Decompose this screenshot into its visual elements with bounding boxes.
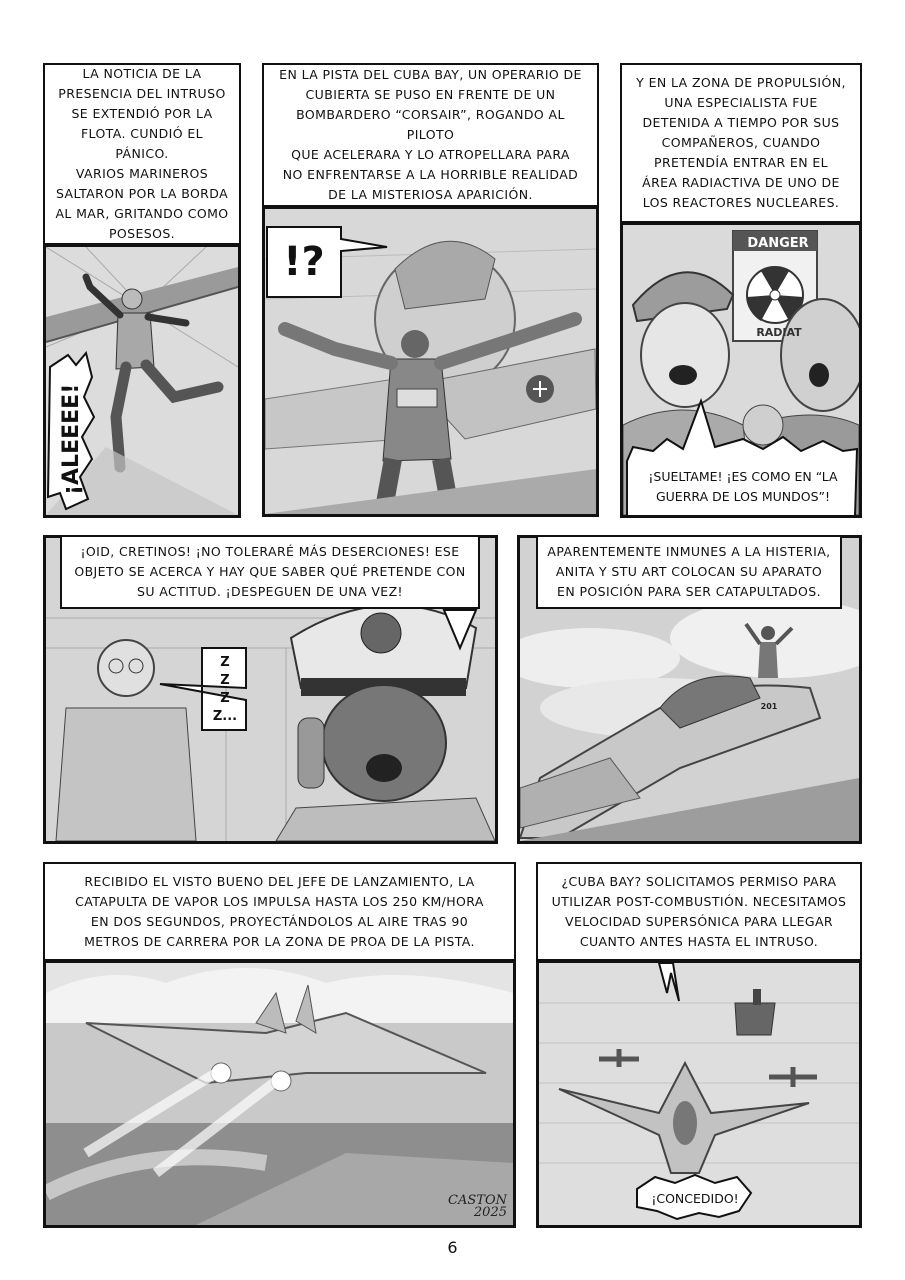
speech-bubble-p3: ¡SUELTAME! ¡ES COMO EN “LA GUERRA DE LOS MUNDOS”! bbox=[648, 469, 838, 504]
caption-p6: RECIBIDO EL VISTO BUENO DEL JEFE DE LANZAMIENTO, LA CATAPULTA DE VAPOR LOS IMPULSA HASTA LOS 250 KM/HORA EN DOS SEGUNDOS, PROYECTÁNDOLOS AL AIRE TRAS 90 METROS DE CARRERA POR LA ZONA DE PROA DE LA PISTA. bbox=[43, 862, 516, 961]
caption-p1: LA NOTICIA DE LA PRESENCIA DEL INTRUSO SE EXTENDIÓ POR LA FLOTA. CUNDIÓ EL PÁNICO. VARIOS MARINEROS SALTARON POR LA BORDA AL MAR, GRITANDO COMO POSESOS. bbox=[43, 63, 241, 245]
caption-p7: ¿CUBA BAY? SOLICITAMOS PERMISO PARA UTILIZAR POST-COMBUSTIÓN. NECESITAMOS VELOCIDAD SUPERSÓNICA PARA LLEGAR CUANTO ANTES HASTA EL INTRUSO. bbox=[536, 862, 862, 961]
artist-signature bbox=[448, 1195, 507, 1219]
speech-bubble-p2: !? bbox=[283, 239, 325, 285]
panel-2 bbox=[262, 206, 599, 517]
caption-p4: ¡OID, CRETINOS! ¡NO TOLERARÉ MÁS DESERCIONES! ESE OBJETO SE ACERCA Y HAY QUE SABER QUÉ PRETENDE CON SU ACTITUD. ¡DESPEGUEN DE UNA VEZ! bbox=[60, 535, 480, 609]
sfx-aleeee: ¡ALEEEE! bbox=[59, 383, 84, 495]
panel-7 bbox=[536, 960, 862, 1228]
signature-year: 2025 bbox=[473, 1205, 507, 1220]
caption-p3: Y EN LA ZONA DE PROPULSIÓN, UNA ESPECIALISTA FUE DETENIDA A TIEMPO POR SUS COMPAÑEROS, CUANDO PRETENDÍA ENTRAR EN EL ÁREA RADIACTIVA DE UNO DE LOS REACTORES NUCLEARES. bbox=[620, 63, 862, 223]
caption-p2: EN LA PISTA DEL CUBA BAY, UN OPERARIO DE CUBIERTA SE PUSO EN FRENTE DE UN BOMBARDERO “CORSAIR”, ROGANDO AL PILOTO QUE ACELERARA Y LO ATROPELLARA PARA NO ENFRENTARSE A LA HORRIBLE REALIDAD DE LA MISTERIOSA APARICIÓN. bbox=[262, 63, 599, 207]
radiation-sign-text: RADIAT bbox=[756, 326, 802, 339]
caption-p5: APARENTEMENTE INMUNES A LA HISTERIA, ANITA Y STU ART COLOCAN SU APARATO EN POSICIÓN PARA SER CATAPULTADOS. bbox=[536, 535, 842, 609]
speech-bubble-p7: ¡CONCEDIDO! bbox=[651, 1191, 739, 1206]
panel-3 bbox=[620, 222, 862, 518]
page-number: 6 bbox=[447, 1238, 458, 1257]
jet-tail-number: 201 bbox=[760, 702, 778, 711]
panel-6 bbox=[43, 960, 516, 1228]
panel-6-art bbox=[46, 963, 513, 1225]
panel-1 bbox=[43, 244, 241, 518]
speech-bubble-p4-zzz: Z Z Z Z... bbox=[212, 655, 238, 724]
danger-sign-text: DANGER bbox=[747, 236, 809, 251]
signature-name: CASTON bbox=[448, 1193, 507, 1208]
